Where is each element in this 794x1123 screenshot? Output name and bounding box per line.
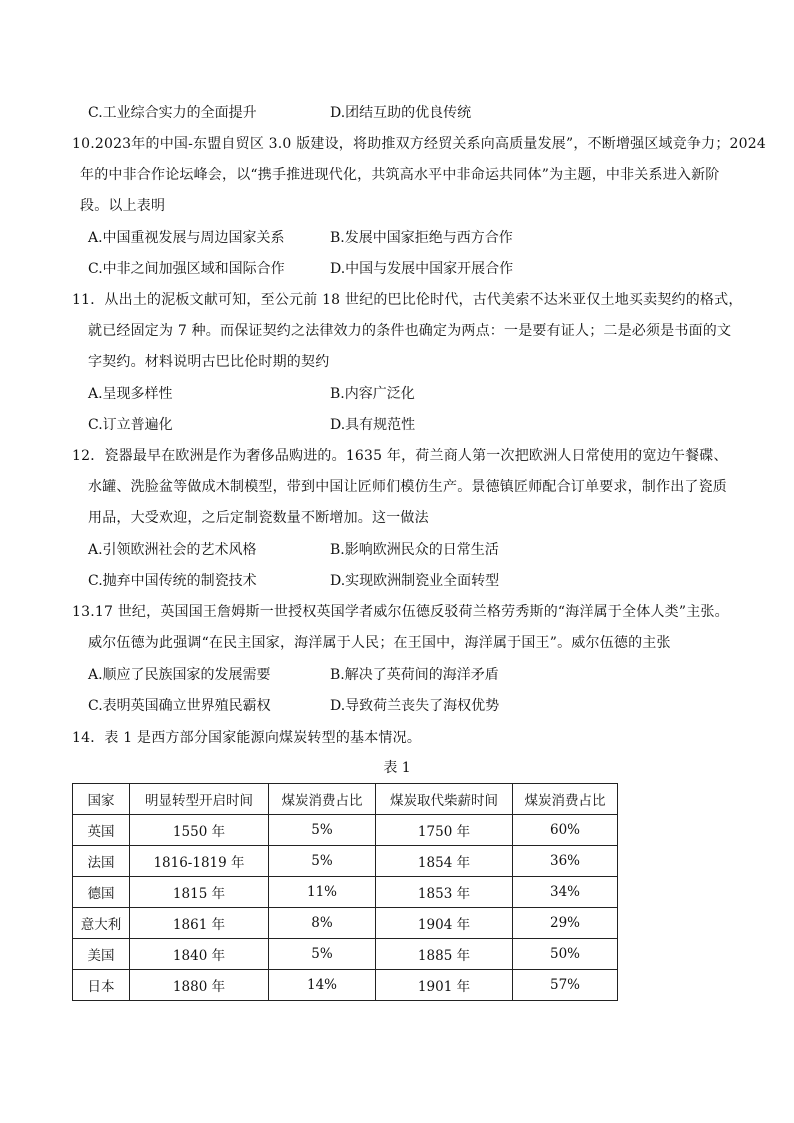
- table-cell: 意大利: [73, 908, 130, 939]
- q10-stem-line-1: 10.2023年的中国-东盟自贸区 3.0 版建设，将助推双方经贸关系向高质量发展”，不断增强区域竞争力；2024: [72, 136, 766, 152]
- q10-stem-line-3: 段。以上表明: [80, 198, 166, 214]
- table-cell: 5%: [269, 846, 376, 877]
- table-cell: 5%: [269, 815, 376, 846]
- table-row: [73, 846, 618, 877]
- q12-option-c: C.抛弃中国传统的制瓷技术: [88, 573, 257, 589]
- table-cell: 日本: [73, 970, 130, 1001]
- table-header-cell: 明显转型开启时间: [130, 784, 269, 815]
- q11-option-a: A.呈现多样性: [88, 386, 173, 402]
- table-cell: 1815 年: [130, 877, 269, 908]
- q10-stem-line-2: 年的中非合作论坛峰会，以“携手推进现代化，共筑高水平中非命运共同体”为主题，中非关系进入新阶: [80, 167, 720, 183]
- q12-stem-line-3: 用品，大受欢迎，之后定制瓷数量不断增加。这一做法: [88, 510, 429, 526]
- q10-option-a: A.中国重视发展与周边国家关系: [88, 230, 285, 246]
- q11-option-b: B.内容广泛化: [330, 386, 415, 402]
- q14-stem-line-1: 14．表 1 是西方部分国家能源向煤炭转型的基本情况。: [72, 730, 422, 746]
- q11-stem-line-1: 11．从出土的泥板文献可知，至公元前 18 世纪的巴比伦时代，古代美索不达米亚仅土地买卖契约的格式，: [72, 292, 743, 308]
- q12-stem-line-1: 12．瓷器最早在欧洲是作为奢侈品购进的。1635 年，荷兰商人第一次把欧洲人日常使用的宽边午餐碟、: [72, 448, 728, 464]
- q9-option-d: D.团结互助的优良传统: [330, 105, 472, 121]
- table-header-cell: 国家: [73, 784, 130, 815]
- table-cell: 34%: [513, 877, 618, 908]
- table-row: [73, 877, 618, 908]
- energy-transition-table: [72, 783, 618, 1001]
- table-cell: 8%: [269, 908, 376, 939]
- table-cell: 1904 年: [376, 908, 513, 939]
- q11-stem-line-2: 就已经固定为 7 种。而保证契约之法律效力的条件也确定为两点：一是要有证人；二是必须是书面的文: [88, 323, 732, 339]
- table-header-cell: 煤炭消费占比: [269, 784, 376, 815]
- table-cell: 1854 年: [376, 846, 513, 877]
- table-cell: 德国: [73, 877, 130, 908]
- table-cell: 29%: [513, 908, 618, 939]
- table-cell: 1901 年: [376, 970, 513, 1001]
- q12-option-b: B.影响欧洲民众的日常生活: [330, 542, 499, 558]
- q13-stem-line-2: 威尔伍德为此强调“在民主国家，海洋属于人民；在王国中，海洋属于国王”。威尔伍德的主张: [88, 635, 671, 651]
- table-cell: 英国: [73, 815, 130, 846]
- table-header-cell: 煤炭消费占比: [513, 784, 618, 815]
- table-cell: 50%: [513, 939, 618, 970]
- table-cell: 1853 年: [376, 877, 513, 908]
- q10-option-c: C.中非之间加强区域和国际合作: [88, 261, 285, 277]
- q13-option-b: B.解决了英荷间的海洋矛盾: [330, 667, 499, 683]
- q12-option-a: A.引领欧洲社会的艺术风格: [88, 542, 257, 558]
- table-cell: 11%: [269, 877, 376, 908]
- table-header-row: [73, 784, 618, 815]
- table-row: [73, 815, 618, 846]
- table-cell: 36%: [513, 846, 618, 877]
- table-cell: 1550 年: [130, 815, 269, 846]
- q10-option-b: B.发展中国家拒绝与西方合作: [330, 230, 513, 246]
- table-cell: 57%: [513, 970, 618, 1001]
- q12-stem-line-2: 水罐、洗脸盆等做成木制模型，带到中国让匠师们模仿生产。景德镇匠师配合订单要求，制作出了瓷质: [88, 479, 727, 495]
- table-cell: 1861 年: [130, 908, 269, 939]
- table-cell: 14%: [269, 970, 376, 1001]
- table-cell: 美国: [73, 939, 130, 970]
- q13-stem-line-1: 13.17 世纪，英国国王詹姆斯一世授权英国学者威尔伍德反驳荷兰格劳秀斯的“海洋属于全体人类”主张。: [72, 604, 729, 620]
- q9-option-c: C.工业综合实力的全面提升: [88, 105, 257, 121]
- table-cell: 1880 年: [130, 970, 269, 1001]
- table-cell: 1750 年: [376, 815, 513, 846]
- q11-option-c: C.订立普遍化: [88, 417, 173, 433]
- q13-option-a: A.顺应了民族国家的发展需要: [88, 667, 271, 683]
- q10-option-d: D.中国与发展中国家开展合作: [330, 261, 514, 277]
- table-cell: 60%: [513, 815, 618, 846]
- table-cell: 1885 年: [376, 939, 513, 970]
- table-cell: 5%: [269, 939, 376, 970]
- table-row: [73, 908, 618, 939]
- q13-option-d: D.导致荷兰丧失了海权优势: [330, 698, 500, 714]
- table-cell: 1816-1819 年: [130, 846, 269, 877]
- table-cell: 1840 年: [130, 939, 269, 970]
- q11-stem-line-3: 字契约。材料说明古巴比伦时期的契约: [88, 354, 330, 370]
- table-caption: 表 1: [383, 760, 411, 776]
- q13-option-c: C.表明英国确立世界殖民霸权: [88, 698, 271, 714]
- table-cell: 法国: [73, 846, 130, 877]
- q12-option-d: D.实现欧洲制瓷业全面转型: [330, 573, 500, 589]
- table-row: [73, 939, 618, 970]
- table-header-cell: 煤炭取代柴薪时间: [376, 784, 513, 815]
- q11-option-d: D.具有规范性: [330, 417, 416, 433]
- table-row: [73, 970, 618, 1001]
